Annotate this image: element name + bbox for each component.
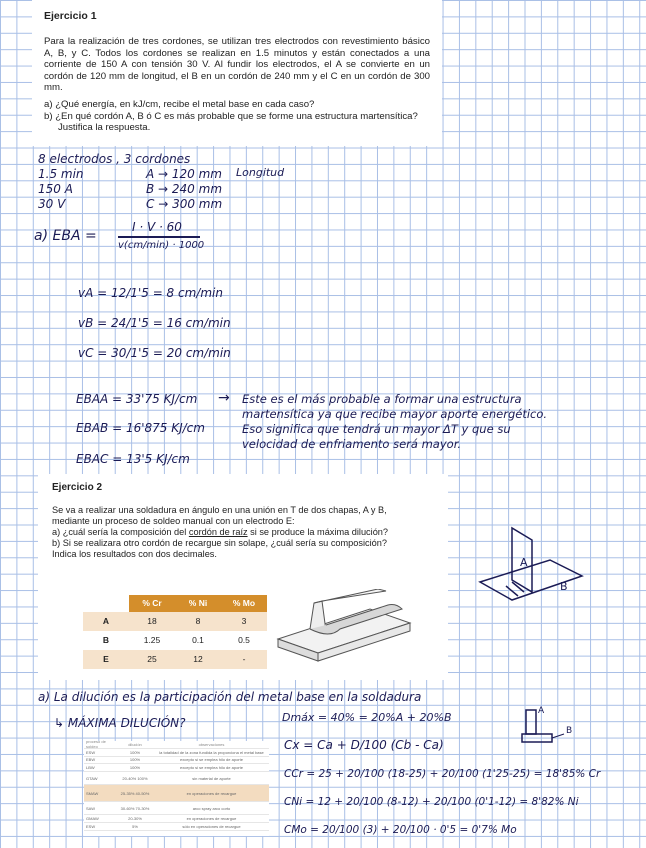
cx-formula: Cx = Ca + D/100 (Cb - Ca) xyxy=(284,738,444,752)
dmax-formula: Dmáx = 40% = 20%A + 20%B xyxy=(282,711,452,724)
table-row: LBW 100% excepto si se emplea hilo de aporte xyxy=(84,764,269,772)
energy-c: EBAC = 13'5 KJ/cm xyxy=(76,452,190,466)
table-row: SAW 30-60% 70-30% arco spray arco corto xyxy=(84,802,269,815)
exercise-2-note: Indica los resultados con dos decimales. xyxy=(52,549,217,559)
energy-a: EBAA = 33'75 KJ/cm xyxy=(76,392,198,406)
table-row: ESW 100% la totalidad de la zona fundida la proporciona el metal base xyxy=(84,749,269,757)
table-row: ESW 5% sólo en operaciones de recargue xyxy=(84,823,269,831)
dilution-reference-table xyxy=(84,741,269,836)
explanation-line-3: Eso significa que tendrá un mayor ΔT y que su xyxy=(242,422,511,436)
fillet-weld-illustration xyxy=(270,589,420,671)
table-row: A 18 8 3 xyxy=(83,612,267,631)
exercise-2-question-a: a) ¿cuál sería la composición del cordón de raíz si se produce la máxima dilución? xyxy=(52,527,389,537)
speed-b: vB = 24/1'5 = 16 cm/min xyxy=(78,316,231,330)
note-data-line-2: 1.5 min xyxy=(38,167,84,181)
table-row: B 1.25 0.1 0.5 xyxy=(102,635,250,645)
exercise-1-question-b: b) ¿En qué cordón A, B ó C es más probable que se forme una estructura martensítica? Justifica la respuesta. xyxy=(44,110,418,134)
note-length-b: B → 240 mm xyxy=(146,182,223,196)
formula-eba-denominator: v(cm/min) · 1000 xyxy=(118,240,205,251)
table-row: proceso de soldeo dilución observaciones xyxy=(84,741,269,749)
composition-table xyxy=(83,595,267,669)
max-dilution-heading: ↳ MÁXIMA DILUCIÓN? xyxy=(54,716,186,730)
note-data-line-4: 30 V xyxy=(38,197,66,211)
cr-result: CCr = 25 + 20/100 (18-25) + 20/100 (1'25-25) = 18'85% Cr xyxy=(284,768,601,780)
exercise-1-text: Para la realización de tres cordones, se utilizan tres electrodos con revestimiento básico A, B, y C. Todos los cordones se realizan en 1.5 minutos y están conectados a una corriente de 150 A con tensión 30 V. Al fundir los electrodos, el A se convierte en un cordón de 120 mm de longitud, el B en un cordón de 240 mm y el C en un cordón de 300 mm. xyxy=(44,36,430,94)
note-length-c: C → 300 mm xyxy=(146,197,223,211)
col-ni: % Ni xyxy=(175,595,221,612)
speed-a: vA = 12/1'5 = 8 cm/min xyxy=(78,286,223,300)
table-row: SMAW 25-35% 40-50% en operaciones de recargue xyxy=(84,785,269,802)
note-data-line-3: 150 A xyxy=(38,182,73,196)
table-row: GTAW 20-40% 100% sin material de aporte xyxy=(84,772,269,785)
exercise-1-title: Ejercicio 1 xyxy=(44,10,97,22)
formula-eba-numerator: I · V · 60 xyxy=(132,220,182,234)
speed-c: vC = 30/1'5 = 20 cm/min xyxy=(78,346,231,360)
note-longitud: Longitud xyxy=(236,166,285,179)
explanation-line-4: velocidad de enfriamento será mayor. xyxy=(242,437,462,451)
exercise-2-question-b: b) Si se realizara otro cordón de recargue sin solape, ¿cuál sería su composición? xyxy=(52,538,388,548)
mo-result: CMo = 20/100 (3) + 20/100 · 0'5 = 0'7% Mo xyxy=(284,824,517,836)
sketch-label-b: B xyxy=(560,580,568,593)
exercise-2-statement xyxy=(38,474,448,680)
root-bead-term: cordón de raíz xyxy=(188,527,248,537)
note-length-a: A → 120 mm xyxy=(146,167,222,181)
exercise-2-title: Ejercicio 2 xyxy=(52,482,103,493)
energy-b: EBAB = 16'875 KJ/cm xyxy=(76,421,205,435)
exercise-1-statement xyxy=(32,0,442,146)
explanation-line-1: Este es el más probable a formar una estructura xyxy=(242,392,522,406)
table-row: E 25 12 - xyxy=(83,650,267,669)
sketch-label-a: A xyxy=(520,556,528,569)
table-row: EBW 100% excepto si se emplea hilo de aporte xyxy=(84,757,269,765)
small-sketch-label-a: A xyxy=(538,706,545,716)
arrow-icon: → xyxy=(218,390,230,406)
exercise-1-question-a: a) ¿Qué energía, en kJ/cm, recibe el metal base en cada caso? xyxy=(44,99,315,111)
dilution-definition: a) La dilución es la participación del metal base en la soldadura xyxy=(38,690,422,704)
t-joint-sketch xyxy=(470,520,590,610)
col-cr: % Cr xyxy=(129,595,175,612)
formula-eba-label: a) EBA = xyxy=(34,228,97,244)
explanation-line-2: martensítica ya que recibe mayor aporte energético. xyxy=(242,407,548,421)
fraction-line xyxy=(118,236,200,238)
col-mo: % Mo xyxy=(221,595,267,612)
exercise-2-text: Se va a realizar una soldadura en ángulo en una unión en T de dos chapas, A y B, mediante un proceso de soldeo manual con un electrodo E: xyxy=(52,505,387,526)
table-row: GMAW 20-30% en operaciones de recargue xyxy=(84,815,269,823)
ni-result: CNi = 12 + 20/100 (8-12) + 20/100 (0'1-12) = 8'82% Ni xyxy=(284,796,579,808)
small-sketch-label-b: B xyxy=(566,726,573,736)
note-data-line-1: 8 electrodos , 3 cordones xyxy=(38,152,191,166)
